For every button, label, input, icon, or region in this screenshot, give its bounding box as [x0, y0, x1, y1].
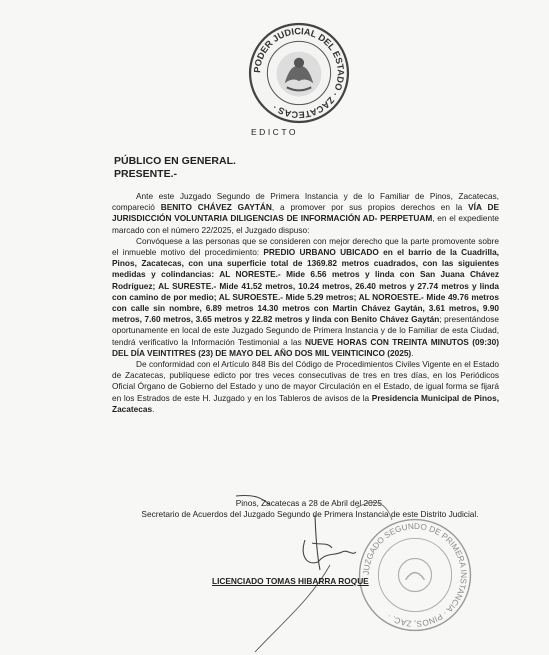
- greeting-line-1: PÚBLICO EN GENERAL.: [114, 155, 236, 167]
- svg-text:JUZGADO SEGUNDO DE PRIMERA INS: [362, 522, 468, 628]
- municipal-presidency: Presidencia Municipal de Pinos, Zacatecas: [112, 392, 499, 414]
- stamp-text: JUZGADO SEGUNDO DE PRIMERA INSTANCIA · PINOS, ZAC. ·: [361, 521, 469, 629]
- signatory-role: Secretario de Acuerdos del Juzgado Segundo de Primera Instancia de este Distrito Judicial.: [141, 509, 479, 520]
- hearing-datetime: NUEVE HORAS CON TREINTA MINUTOS (09:30) DEL DÍA VEINTITRES (23) DE MAYO DEL AÑO DOS MIL VEINTICINCO (2025): [112, 336, 500, 358]
- property-description: PREDIO URBANO UBICADO en el barrio de la Cuadrilla, Pinos, Zacatecas, con una superficie total de 1369.82 metros cuadrados, con las siguientes medidas y colindancias: AL NORESTE.- Mide 6.56 metros y linda con San Juana Chávez Rodríguez; AL SURESTE.- Mide 41.52 metros, 10.24 metros, 26.40 metros y 27.74 metros y linda con camino de por medio; AL SUROESTE.- Mide 5.29 metros; AL NOROESTE.- Mide 49.76 metros con calle sin nombre, 6.89 metros 14.30 metros con Martin Chávez Gaytán, 3.61 metros, 9.90 metros, 7.60 metros, 3.65 metros y 22.82 metros y linda con Benito Chávez Gaytán: [112, 247, 499, 325]
- signatory-name: LICENCIADO TOMAS HIBARRA ROQUE: [212, 576, 369, 586]
- paragraph-3: De conformidad con el Artículo 848 Bis del Código de Procedimientos Civiles Vigente en el Estado de Zacatecas, publíquese edicto por tres veces consecutivas de tres en tres días, en los Periódicos Oficial Órgano de Gobierno del Estado y uno de mayor Circulación en el Estado, de igual forma se fijará en los Estrados de este H. Juzgado y en los Tableros de avisos de la Presidencia Municipal de Pinos, Zacatecas.: [112, 359, 499, 414]
- place-date: Pinos, Zacatecas a 28 de Abril del 2025.: [235, 498, 385, 508]
- procedure-type: VÍA DE JURISDICCIÓN VOLUNTARIA DILIGENCIAS DE INFORMACIÓN AD- PERPETUAM: [112, 202, 499, 224]
- eagle-emblem-icon: [277, 52, 322, 97]
- stamp-emblem-icon: [398, 558, 431, 591]
- case-number: 22/2025: [201, 224, 232, 235]
- paragraph-1: Ante este Juzgado Segundo de Primera Instancia y de lo Familiar de Pinos, Zacatecas, compareció BENITO CHÁVEZ GAYTÁN, a promover por sus propios derechos en la VÍA DE JURISDICCIÓN VOLUNTARIA DILIGENCIAS DE INFORMACIÓN AD- PERPETUAM, en el expediente marcado con el número 22/2025, el Juzgado dispuso:: [112, 191, 499, 235]
- seal-text: PODER JUDICIAL DEL ESTADO · ZACATECAS ·: [252, 26, 346, 120]
- edict-body: [112, 191, 499, 415]
- greeting-line-2: PRESENTE.-: [114, 168, 178, 180]
- court-seal: [248, 22, 350, 124]
- promoter-name: BENITO CHÁVEZ GAYTÁN: [160, 202, 272, 213]
- document-title: EDICTO: [251, 127, 298, 137]
- court-stamp: [356, 516, 474, 634]
- paragraph-2: Convóquese a las personas que se consideren con mejor derecho que la parte promovente sobre el inmueble motivo del procedimiento: PREDIO URBANO UBICADO en el barrio de la Cuadrilla, Pinos, Zacatecas, con una superficie total de 1369.82 metros cuadrados, con las siguientes medidas y colindancias: AL NORESTE.- Mide 6.56 metros y linda con San Juana Chávez Rodríguez; AL SURESTE.- Mide 41.52 metros, 10.24 metros, 26.40 metros y 27.74 metros y linda con camino de por medio; AL SUROESTE.- Mide 5.29 metros; AL NOROESTE.- Mide 49.76 metros con calle sin nombre, 6.89 metros 14.30 metros con Martin Chávez Gaytán, 3.61 metros, 9.90 metros, 7.60 metros, 3.65 metros y 22.82 metros y linda con Benito Chávez Gaytán; presentándose oportunamente en local de este Juzgado Segundo de Primera Instancia y de lo Familiar de esta Ciudad, tendrá verificativo la Información Testimonial a las NUEVE HORAS CON TREINTA MINUTOS (09:30) DEL DÍA VEINTITRES (23) DE MAYO DEL AÑO DOS MIL VEINTICINCO (2025).: [112, 235, 500, 358]
